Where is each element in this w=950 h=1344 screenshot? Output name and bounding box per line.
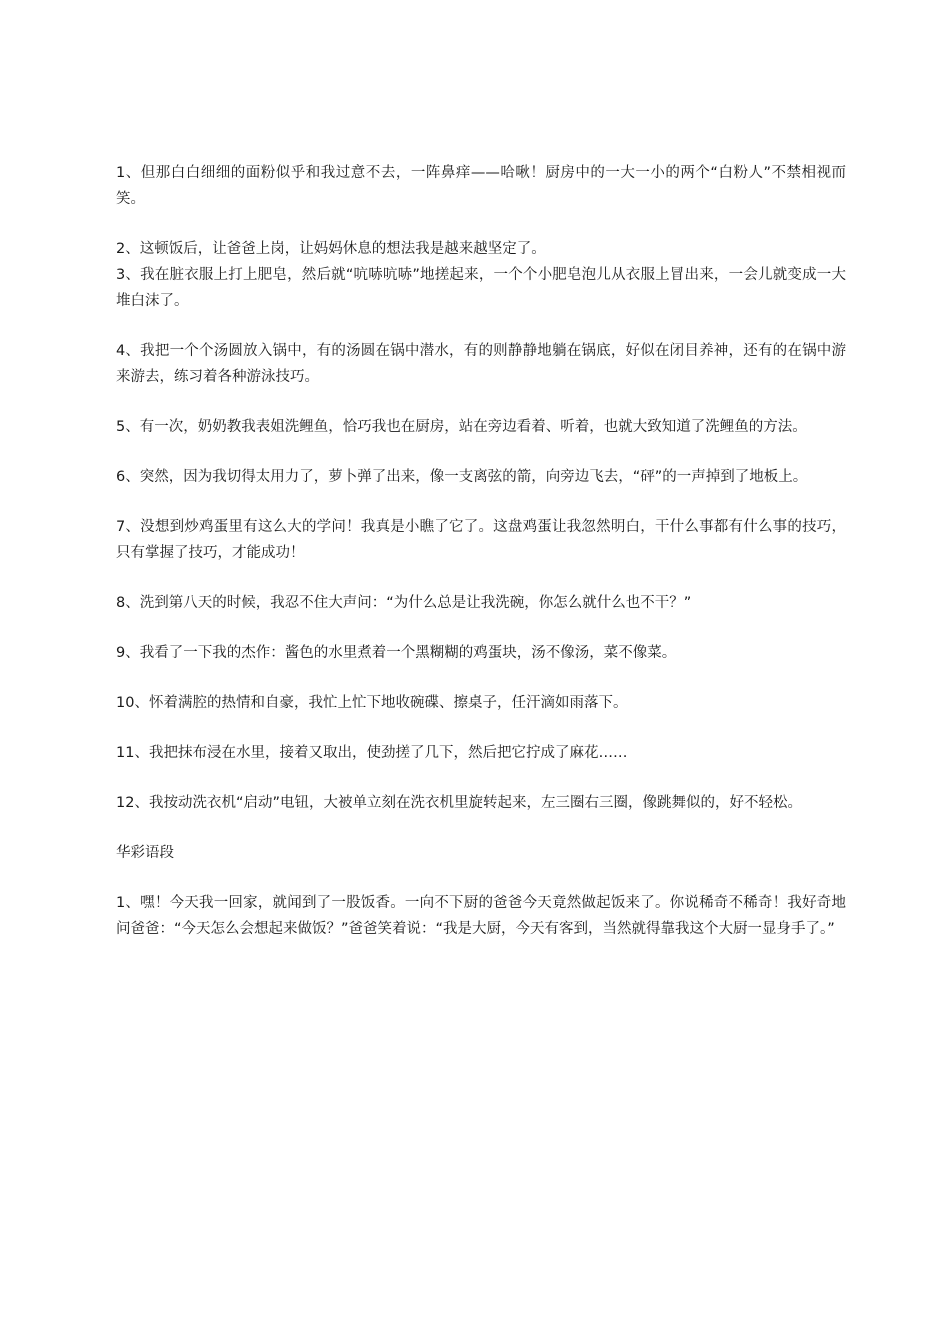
paragraph-5: 5、有一次，奶奶教我表姐洗鲤鱼，恰巧我也在厨房，站在旁边看着、听着，也就大致知道了洗鲤鱼的方法。	[116, 419, 807, 435]
paragraph-2: 2、这顿饭后，让爸爸上岗，让妈妈休息的想法我是越来越坚定了。	[116, 241, 546, 257]
paragraph-1: 1、但那白白细细的面粉似乎和我过意不去，一阵鼻痒——哈啾！厨房中的一大一小的两个“白粉人”不禁相视而笑。	[116, 165, 846, 207]
document-body	[116, 160, 846, 966]
paragraph-7: 7、没想到炒鸡蛋里有这么大的学问！我真是小瞧了它了。这盘鸡蛋让我忽然明白，干什么事都有什么事的技巧，只有掌握了技巧，才能成功！	[116, 519, 846, 561]
section-heading: 华彩语段	[116, 845, 174, 861]
paragraph-11: 11、我把抹布浸在水里，接着又取出，使劲搓了几下，然后把它拧成了麻花……	[116, 745, 628, 761]
paragraph-10: 10、怀着满腔的热情和自豪，我忙上忙下地收碗碟、擦桌子，任汗滴如雨落下。	[116, 695, 628, 711]
paragraph-8: 8、洗到第八天的时候，我忍不住大声问：“为什么总是让我洗碗，你怎么就什么也不干？”	[116, 595, 692, 611]
paragraph-6: 6、突然，因为我切得太用力了，萝卜弹了出来，像一支离弦的箭，向旁边飞去，“砰”的一声掉到了地板上。	[116, 469, 808, 485]
paragraph-12: 12、我按动洗衣机“启动”电钮，大被单立刻在洗衣机里旋转起来，左三圈右三圈，像跳舞似的，好不轻松。	[116, 795, 802, 811]
paragraph-3: 3、我在脏衣服上打上肥皂，然后就“吭哧吭哧”地搓起来，一个个小肥皂泡儿从衣服上冒出来，一会儿就变成一大堆白沫了。	[116, 267, 846, 309]
paragraph-9: 9、我看了一下我的杰作：酱色的水里煮着一个黑糊糊的鸡蛋块，汤不像汤，菜不像菜。	[116, 645, 677, 661]
section-paragraph-1: 1、嘿！今天我一回家，就闻到了一股饭香。一向不下厨的爸爸今天竟然做起饭来了。你说稀奇不稀奇！我好奇地问爸爸：“今天怎么会想起来做饭？”爸爸笑着说：“我是大厨，今天有客到，当然就得靠我这个大厨一显身手了。”	[116, 895, 846, 937]
paragraph-4: 4、我把一个个汤圆放入锅中，有的汤圆在锅中潜水，有的则静静地躺在锅底，好似在闭目养神，还有的在锅中游来游去，练习着各种游泳技巧。	[116, 343, 846, 385]
